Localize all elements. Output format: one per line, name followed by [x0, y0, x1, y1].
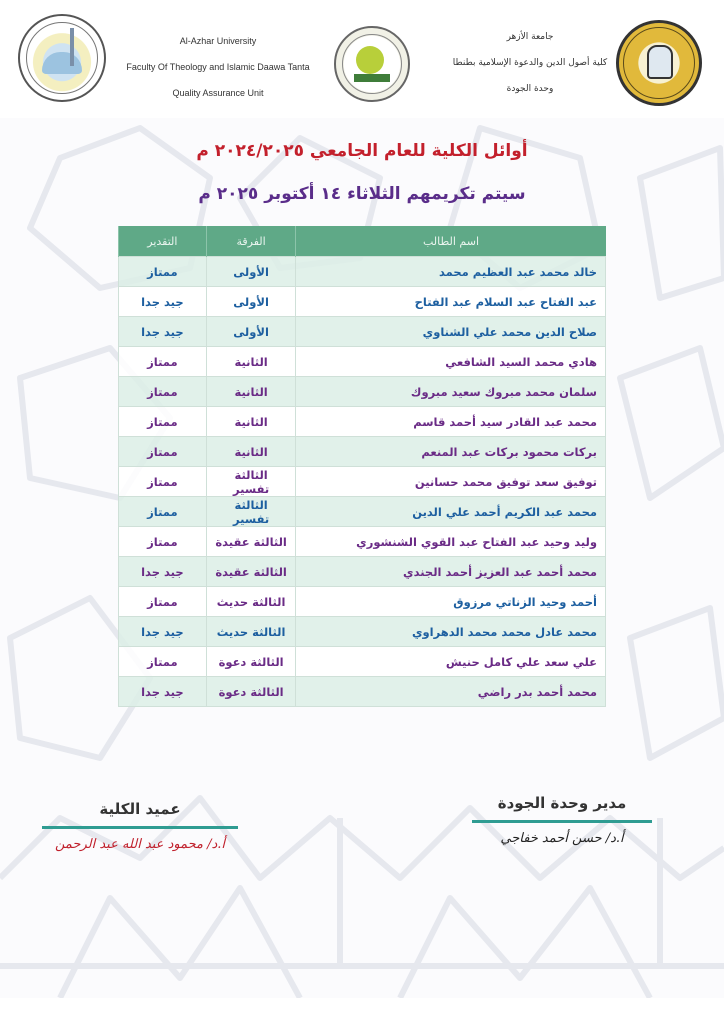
student-level: الثانية — [206, 377, 296, 407]
dean-signature-block — [42, 800, 238, 852]
english-unit-name: Quality Assurance Unit — [172, 88, 264, 98]
student-grade: ممتاز — [119, 407, 207, 437]
student-name: علي سعد علي كامل حنيش — [296, 647, 606, 677]
student-grade: ممتاز — [119, 527, 207, 557]
student-grade: ممتاز — [119, 587, 207, 617]
column-header-grade: التقدير — [119, 226, 207, 257]
student-level: الأولى — [206, 257, 296, 287]
student-level: الثانية — [206, 407, 296, 437]
student-name: محمد أحمد بدر راضي — [296, 677, 606, 707]
ceremony-subtitle: سيتم تكريمهم الثلاثاء ١٤ أكتوبر ٢٠٢٥ م — [198, 184, 526, 204]
quality-unit-seal-icon — [334, 26, 410, 102]
student-name: صلاح الدين محمد علي الشناوي — [296, 317, 606, 347]
student-level: الثالثة دعوة — [206, 647, 296, 677]
student-grade: ممتاز — [119, 647, 207, 677]
student-name: عبد الفتاح عبد السلام عبد الفتاح — [296, 287, 606, 317]
student-name: توفيق سعد توفيق محمد حسانين — [296, 467, 606, 497]
student-grade: ممتاز — [119, 437, 207, 467]
letterhead — [0, 0, 724, 118]
dean-title: عميد الكلية — [99, 800, 181, 818]
student-level: الثالثة تفسير — [206, 497, 296, 527]
student-name: خالد محمد عبد العظيم محمد — [296, 257, 606, 287]
student-grade: ممتاز — [119, 467, 207, 497]
student-grade: جيد جدا — [119, 557, 207, 587]
student-grade: ممتاز — [119, 377, 207, 407]
student-level: الأولى — [206, 287, 296, 317]
student-level: الثانية — [206, 347, 296, 377]
student-level: الثالثة عقيدة — [206, 527, 296, 557]
student-name: سلمان محمد مبروك سعيد مبروك — [296, 377, 606, 407]
student-level: الأولى — [206, 317, 296, 347]
table-row — [119, 497, 606, 527]
student-name: محمد أحمد عبد العزيز أحمد الجندي — [296, 557, 606, 587]
table-row — [119, 287, 606, 317]
english-faculty-name: Faculty Of Theology and Islamic Daawa Tanta — [126, 62, 310, 72]
quality-director-name: أ.د/ حسن أحمد خفاجي — [500, 831, 624, 846]
student-level: الثالثة تفسير — [206, 467, 296, 497]
quality-director-signature-block — [472, 794, 652, 846]
english-university-name: Al-Azhar University — [179, 36, 257, 46]
al-azhar-university-seal-icon — [616, 20, 702, 106]
student-name: بركات محمود بركات عبد المنعم — [296, 437, 606, 467]
student-name: محمد عبد الكريم أحمد علي الدين — [296, 497, 606, 527]
table-row — [119, 677, 606, 707]
student-grade: جيد جدا — [119, 677, 207, 707]
student-level: الثالثة حديث — [206, 587, 296, 617]
student-grade: ممتاز — [119, 347, 207, 377]
student-name: محمد عادل محمد محمد الدهراوي — [296, 617, 606, 647]
student-grade: ممتاز — [119, 497, 207, 527]
student-name: هادي محمد السيد الشافعي — [296, 347, 606, 377]
table-row — [119, 527, 606, 557]
table-row — [119, 587, 606, 617]
dean-name: أ.د/ محمود عبد الله عبد الرحمن — [55, 837, 225, 852]
table-row — [119, 407, 606, 437]
table-row — [119, 467, 606, 497]
table-row — [119, 557, 606, 587]
column-header-level: الفرقة — [206, 226, 296, 257]
column-header-student-name: اسم الطالب — [296, 226, 606, 257]
table-row — [119, 377, 606, 407]
table-header-row — [119, 226, 606, 257]
arabic-letterhead — [430, 24, 630, 102]
student-name: أحمد وحيد الزناتي مرزوق — [296, 587, 606, 617]
table-row — [119, 257, 606, 287]
signature-divider — [472, 820, 652, 823]
signature-divider — [42, 826, 238, 829]
english-letterhead — [118, 28, 318, 106]
student-grade: جيد جدا — [119, 617, 207, 647]
page-title: أوائل الكلية للعام الجامعي ٢٠٢٤/٢٠٢٥ م — [196, 141, 528, 161]
top-students-table — [118, 226, 606, 707]
table-row — [119, 437, 606, 467]
table-row — [119, 317, 606, 347]
arabic-unit-name: وحدة الجودة — [506, 84, 554, 94]
faculty-seal-icon — [18, 14, 106, 102]
student-name: محمد عبد القادر سيد أحمد قاسم — [296, 407, 606, 437]
student-level: الثالثة حديث — [206, 617, 296, 647]
student-name: وليد وحيد عبد الفتاح عبد القوي الشنشوري — [296, 527, 606, 557]
student-grade: جيد جدا — [119, 317, 207, 347]
arabic-university-name: جامعة الأزهر — [506, 32, 554, 42]
student-level: الثالثة دعوة — [206, 677, 296, 707]
table-row — [119, 647, 606, 677]
student-level: الثالثة عقيدة — [206, 557, 296, 587]
arabic-faculty-name: كلية أصول الدين والدعوة الإسلامية بطنطا — [452, 58, 608, 68]
student-grade: جيد جدا — [119, 287, 207, 317]
student-grade: ممتاز — [119, 257, 207, 287]
quality-director-title: مدير وحدة الجودة — [497, 794, 627, 812]
student-level: الثانية — [206, 437, 296, 467]
table-row — [119, 617, 606, 647]
table-row — [119, 347, 606, 377]
